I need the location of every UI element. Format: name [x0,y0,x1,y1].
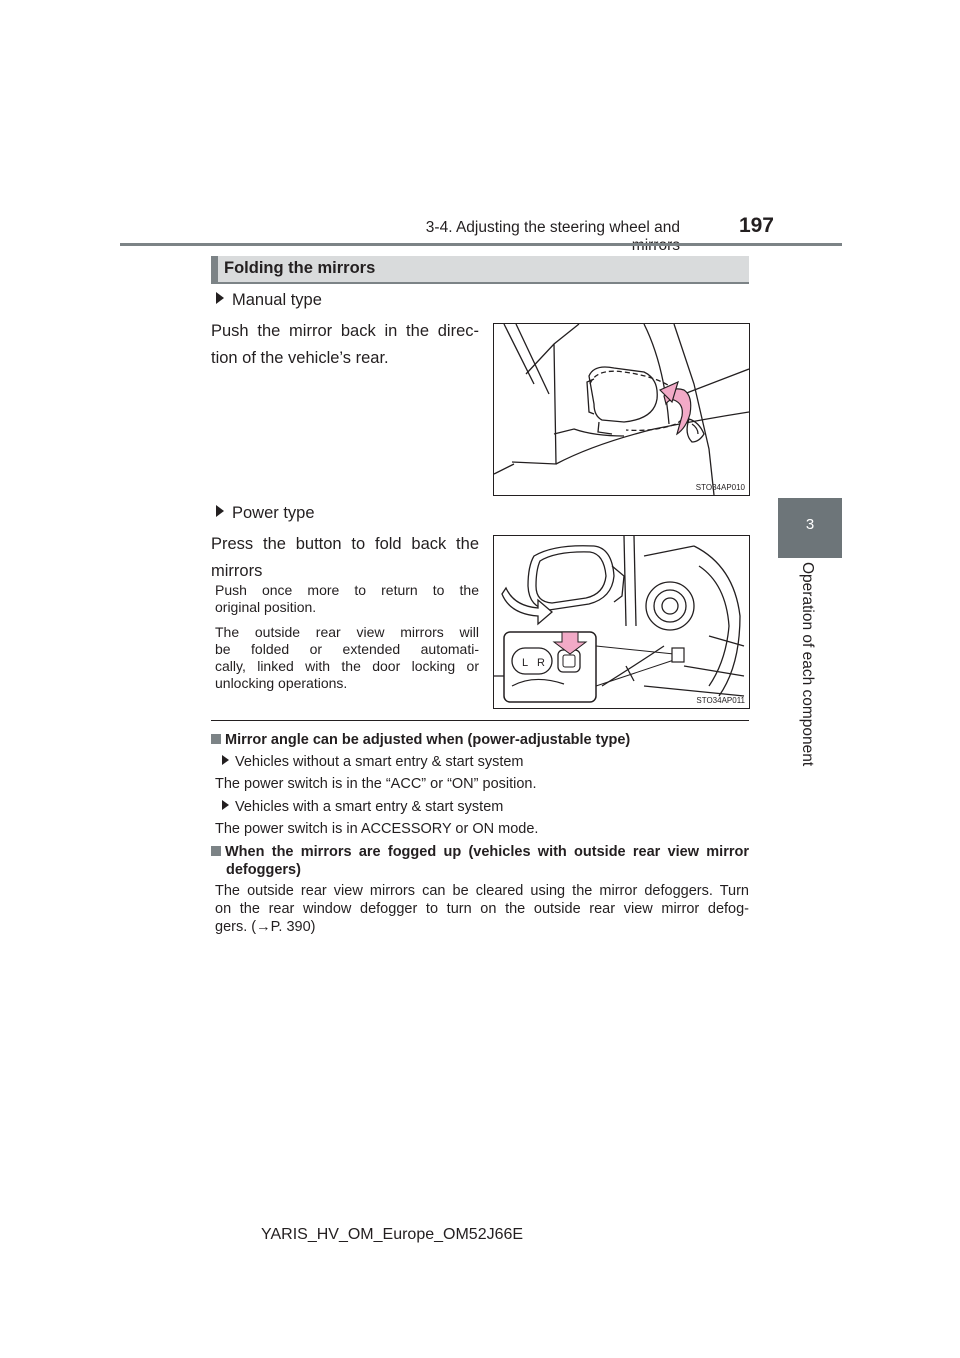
note-2-body [215,882,749,936]
note-text-2: The power switch is in ACCESSORY or ON mode. [215,821,539,837]
note-2-heading-line-2: defoggers) [226,862,301,878]
power-note-1 [215,582,479,616]
section-divider [211,720,749,721]
chapter-tab [778,498,842,558]
header-rule [120,243,842,246]
triangle-bullet-icon [216,505,224,517]
note-2-line-2: on the rear window defogger to turn on the outside rear view mirror defog- [215,901,749,917]
note-text-1: The power switch is in the “ACC” or “ON” position. [215,776,537,792]
chapter-tab-label-box [778,562,842,792]
note-sub-1-text: Vehicles without a smart entry & start system [235,754,524,770]
note-2-heading-line-1 [211,843,749,861]
power-note-2-line-2: be folded or extended automati- [215,641,479,657]
note-heading-text: Mirror angle can be adjusted when (power-adjustable type) [225,732,631,748]
figure-code: STO34AP011 [696,696,745,705]
square-bullet-icon [211,846,221,856]
triangle-bullet-icon [222,800,229,810]
page-number: 197 [738,214,774,237]
manual-line-2: tion of the vehicle’s rear. [211,349,389,367]
chapter-title: 3-4. Adjusting the steering wheel and [425,219,680,236]
figure-code: STO34AP010 [695,483,745,492]
manual-line-1: Push the mirror back in the direc- [211,322,479,340]
power-note-2-line-3: cally, linked with the door locking or [215,658,479,674]
manual-mirror-illustration [493,323,750,496]
section-heading-text: Folding the mirrors [224,259,376,277]
manual-type-label [216,291,322,310]
switch-left-label: L [522,657,529,669]
power-instruction [211,531,479,585]
chapter-tab-label: Operation of each component [799,562,816,767]
note-heading-mirror-angle [211,731,751,749]
note-sub-1 [222,753,524,771]
triangle-bullet-icon [222,755,229,765]
power-note-1-line-1: Push once more to return to the [215,582,479,598]
triangle-bullet-icon [216,292,224,304]
power-mirror-illustration [493,535,750,709]
switch-right-label: R [537,657,545,669]
note-sub-2 [222,798,503,816]
note-2-heading-line-1-text: When the mirrors are fogged up (vehicles with outside rear view mirror [225,844,749,860]
power-note-2 [215,624,479,692]
note-heading-defoggers [211,843,749,879]
note-sub-2-text: Vehicles with a smart entry & start system [235,799,504,815]
section-heading [211,256,749,284]
square-bullet-icon [211,734,221,744]
power-note-2-line-4: unlocking operations. [215,675,348,691]
manual-type-text: Manual type [232,291,322,309]
power-mirror-drawing [494,536,749,708]
power-line-2: mirrors [211,562,263,580]
power-type-label [216,504,315,523]
heading-bar [211,256,218,284]
document-code: YARIS_HV_OM_Europe_OM52J66E [261,1226,524,1243]
chapter-number: 3 [805,516,815,533]
power-note-1-line-2: original position. [215,599,317,615]
manual-mirror-drawing [494,324,749,495]
manual-instruction [211,318,479,372]
note-2-line-3: gers. (→P. 390) [215,919,316,935]
note-2-line-1: The outside rear view mirrors can be cleared using the mirror defoggers. Turn [215,883,749,899]
power-note-2-line-1: The outside rear view mirrors will [215,624,479,640]
power-line-1: Press the button to fold back the [211,535,479,553]
power-type-text: Power type [232,504,315,522]
